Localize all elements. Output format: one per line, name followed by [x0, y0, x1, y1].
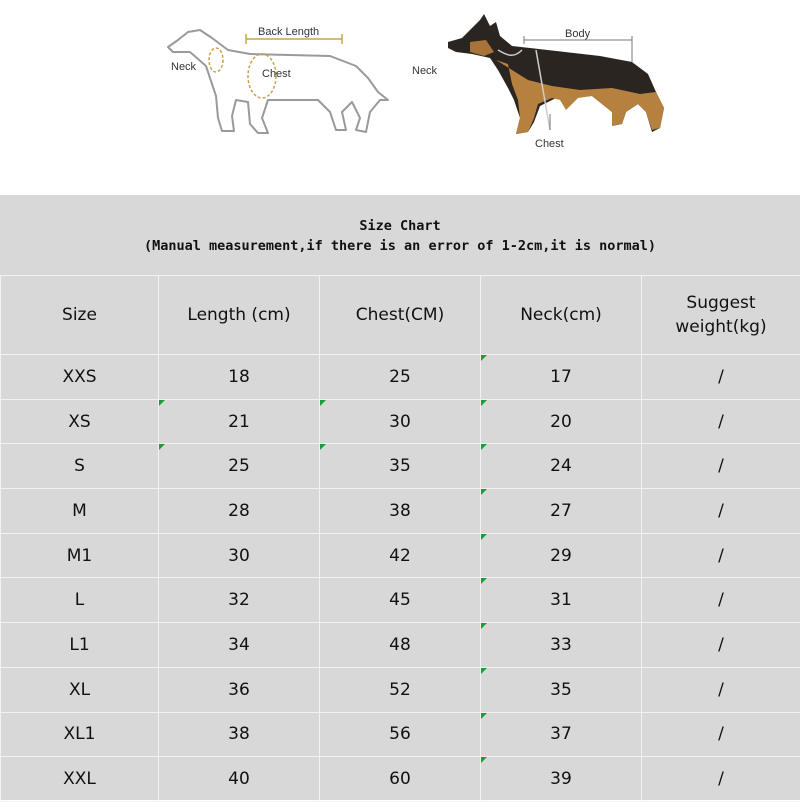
size-chart-title: Size Chart	[0, 218, 800, 234]
cell-neck: 35	[481, 667, 642, 712]
cell-length: 38	[159, 712, 320, 757]
corner-marker	[481, 534, 487, 540]
table-row	[1, 533, 800, 578]
outline-dog-illustration	[168, 30, 388, 133]
cell-length: 30	[159, 533, 320, 578]
dog-diagram-svg	[0, 0, 800, 195]
cell-size: L1	[1, 623, 159, 668]
corner-marker	[481, 623, 487, 629]
table-row	[1, 444, 800, 489]
corner-marker	[320, 444, 326, 450]
cell-chest: 38	[320, 489, 481, 534]
cell-neck: 29	[481, 533, 642, 578]
cell-weight: /	[642, 444, 800, 489]
cell-weight: /	[642, 489, 800, 534]
corner-marker	[320, 400, 326, 406]
corner-marker	[481, 489, 487, 495]
corner-marker	[481, 400, 487, 406]
right-neck-label: Neck	[412, 65, 438, 77]
corner-marker	[481, 578, 487, 584]
table-row	[1, 399, 800, 444]
corner-marker	[481, 713, 487, 719]
body-label: Body	[565, 28, 591, 40]
cell-neck: 31	[481, 578, 642, 623]
cell-neck: 17	[481, 355, 642, 400]
cell-weight: /	[642, 623, 800, 668]
table-row	[1, 489, 800, 534]
cell-size: L	[1, 578, 159, 623]
cell-length: 36	[159, 667, 320, 712]
cell-weight: /	[642, 399, 800, 444]
cell-size: M	[1, 489, 159, 534]
cell-neck: 24	[481, 444, 642, 489]
table-row	[1, 667, 800, 712]
measurement-diagrams	[0, 0, 800, 195]
german-shepherd-photo	[448, 14, 664, 134]
cell-length: 25	[159, 444, 320, 489]
left-neck-label: Neck	[171, 61, 197, 73]
left-chest-label: Chest	[262, 68, 291, 80]
cell-chest: 25	[320, 355, 481, 400]
cell-chest: 30	[320, 399, 481, 444]
cell-length: 40	[159, 757, 320, 802]
size-chart	[0, 195, 800, 800]
corner-marker	[481, 668, 487, 674]
header-neck: Neck(cm)	[481, 276, 642, 355]
cell-chest: 48	[320, 623, 481, 668]
cell-size: XS	[1, 399, 159, 444]
cell-size: XL	[1, 667, 159, 712]
cell-size: XL1	[1, 712, 159, 757]
cell-chest: 42	[320, 533, 481, 578]
size-table	[0, 275, 800, 802]
cell-length: 34	[159, 623, 320, 668]
cell-size: M1	[1, 533, 159, 578]
cell-chest: 45	[320, 578, 481, 623]
cell-chest: 56	[320, 712, 481, 757]
cell-size: S	[1, 444, 159, 489]
header-suggest-weight: Suggest weight(kg)	[642, 276, 800, 355]
cell-weight: /	[642, 712, 800, 757]
corner-marker	[159, 400, 165, 406]
cell-neck: 39	[481, 757, 642, 802]
cell-weight: /	[642, 578, 800, 623]
cell-chest: 35	[320, 444, 481, 489]
size-chart-header	[0, 195, 800, 275]
corner-marker	[481, 355, 487, 361]
table-row	[1, 757, 800, 802]
table-row	[1, 355, 800, 400]
corner-marker	[159, 444, 165, 450]
cell-length: 32	[159, 578, 320, 623]
corner-marker	[481, 444, 487, 450]
table-row	[1, 623, 800, 668]
cell-neck: 33	[481, 623, 642, 668]
cell-length: 21	[159, 399, 320, 444]
header-size: Size	[1, 276, 159, 355]
right-chest-label: Chest	[535, 138, 564, 150]
cell-size: XXS	[1, 355, 159, 400]
header-length: Length (cm)	[159, 276, 320, 355]
cell-size: XXL	[1, 757, 159, 802]
cell-chest: 60	[320, 757, 481, 802]
table-header-row	[1, 276, 800, 355]
size-chart-subtitle: (Manual measurement,if there is an error of 1-2cm,it is normal)	[0, 238, 800, 254]
table-row	[1, 712, 800, 757]
cell-weight: /	[642, 355, 800, 400]
cell-length: 18	[159, 355, 320, 400]
back-length-measure	[209, 34, 342, 98]
back-length-label: Back Length	[258, 26, 319, 38]
cell-neck: 37	[481, 712, 642, 757]
corner-marker	[481, 757, 487, 763]
cell-neck: 20	[481, 399, 642, 444]
header-chest: Chest(CM)	[320, 276, 481, 355]
cell-neck: 27	[481, 489, 642, 534]
cell-weight: /	[642, 757, 800, 802]
cell-weight: /	[642, 533, 800, 578]
cell-weight: /	[642, 667, 800, 712]
cell-chest: 52	[320, 667, 481, 712]
cell-length: 28	[159, 489, 320, 534]
table-row	[1, 578, 800, 623]
